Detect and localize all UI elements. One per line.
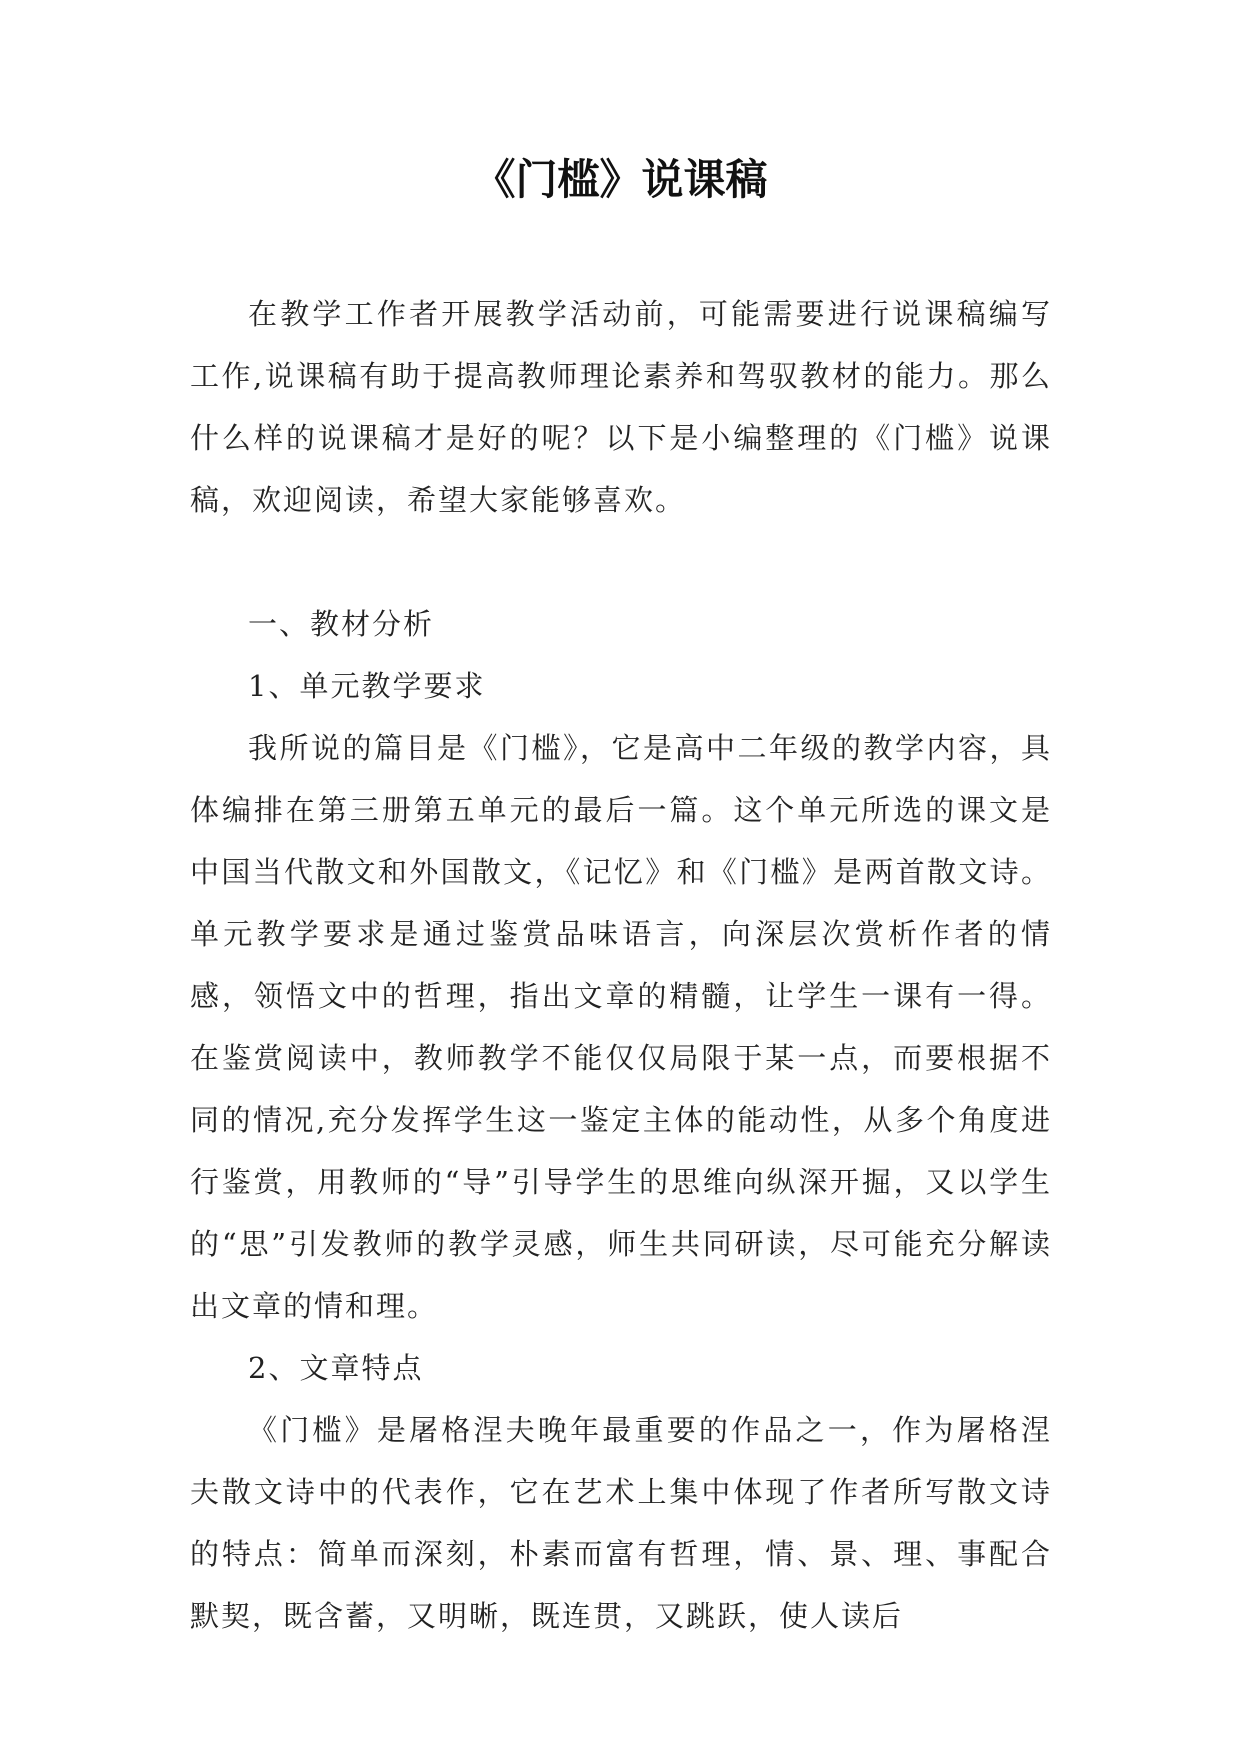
intro-paragraph: 在教学工作者开展教学活动前，可能需要进行说课稿编写工作,说课稿有助于提高教师理论素养和驾驭教材的能力。那么什么样的说课稿才是好的呢？以下是小编整理的《门槛》说课稿，欢迎阅读，希望大家能够喜欢。 xyxy=(190,297,1052,517)
subheading-unit-requirements: 1、单元教学要求 xyxy=(248,669,486,703)
document-title: 《门槛》说课稿 xyxy=(473,155,768,204)
subheading-article-features: 2、文章特点 xyxy=(248,1351,424,1385)
section-heading-textbook-analysis: 一、教材分析 xyxy=(248,607,435,641)
unit-requirements-paragraph: 我所说的篇目是《门槛》，它是高中二年级的教学内容，具体编排在第三册第五单元的最后一篇。这个单元所选的课文是中国当代散文和外国散文，《记忆》和《门槛》是两首散文诗。单元教学要求是通过鉴赏品味语言，向深层次赏析作者的情感，领悟文中的哲理，指出文章的精髓，让学生一课有一得。在鉴赏阅读中，教师教学不能仅仅局限于某一点，而要根据不同的情况,充分发挥学生这一鉴定主体的能动性，从多个角度进行鉴赏，用教师的“导”引导学生的思维向纵深开掘，又以学生的“思”引发教师的教学灵感，师生共同研读，尽可能充分解读出文章的情和理。 xyxy=(190,731,1052,1323)
article-features-paragraph: 《门槛》是屠格涅夫晚年最重要的作品之一，作为屠格涅夫散文诗中的代表作，它在艺术上集中体现了作者所写散文诗的特点：简单而深刻，朴素而富有哲理，情、景、理、事配合默契，既含蓄，又明晰，既连贯，又跳跃，使人读后 xyxy=(190,1413,1052,1633)
document-body xyxy=(190,283,1052,1647)
